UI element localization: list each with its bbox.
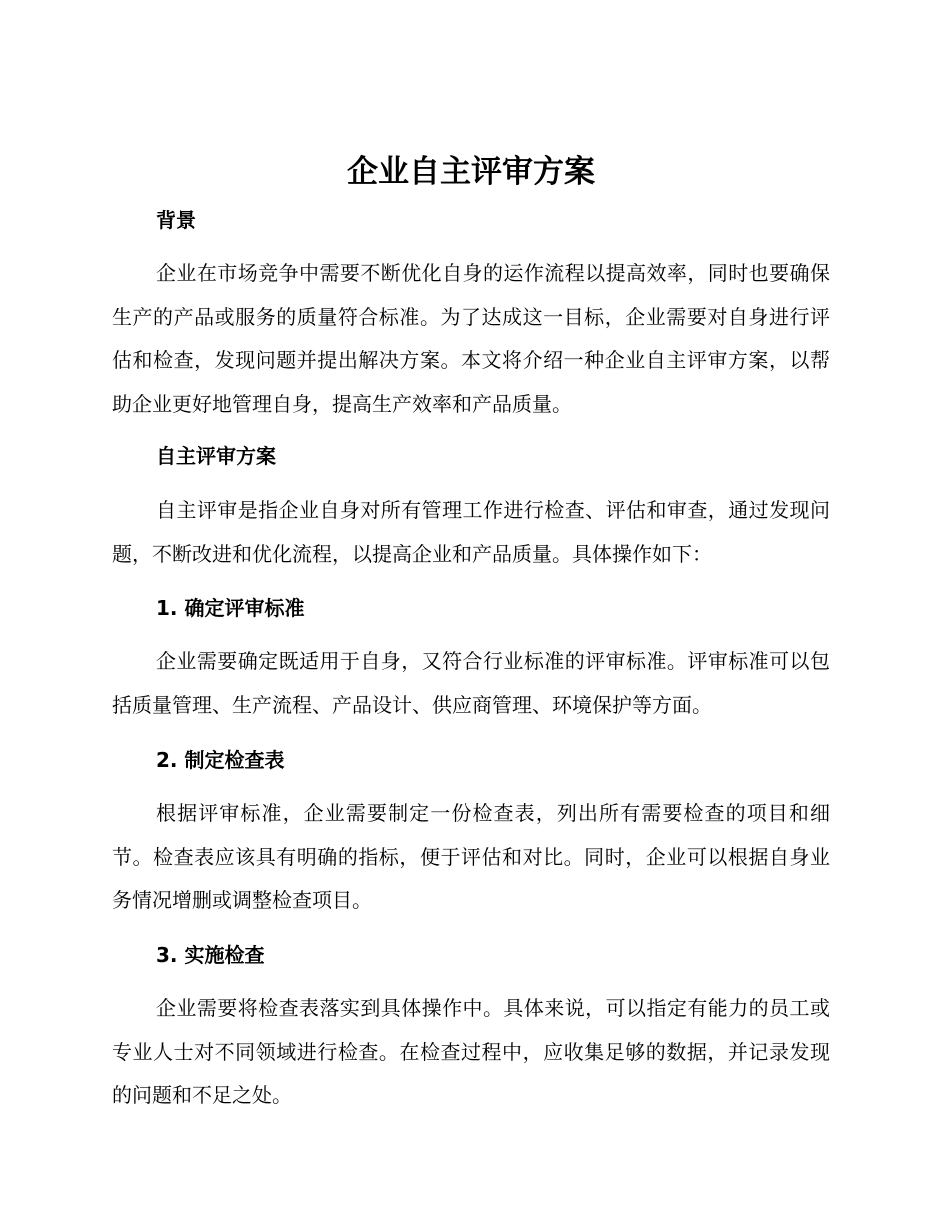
- section-paragraph-implement-inspection: 企业需要将检查表落实到具体操作中。具体来说，可以指定有能力的员工或专业人士对不同领域进行检查。在检查过程中，应收集足够的数据，并记录发现的问题和不足之处。: [112, 996, 830, 1107]
- section-paragraph-checklist: 根据评审标准，企业需要制定一份检查表，列出所有需要检查的项目和细节。检查表应该具有明确的指标，便于评估和对比。同时，企业可以根据自身业务情况增删或调整检查项目。: [112, 801, 830, 912]
- document-title: 企业自主评审方案: [347, 154, 595, 190]
- section-paragraph-review-standards: 企业需要确定既适用于自身，又符合行业标准的评审标准。评审标准可以包括质量管理、生产流程、产品设计、供应商管理、环境保护等方面。: [112, 649, 830, 717]
- section-heading-implement-inspection: 3. 实施检查: [156, 943, 265, 967]
- section-heading-checklist: 2. 制定检查表: [156, 748, 285, 772]
- section-heading-review-standards: 1. 确定评审标准: [156, 596, 305, 620]
- section-paragraph-self-review-plan: 自主评审是指企业自身对所有管理工作进行检查、评估和审查，通过发现问题，不断改进和优化流程，以提高企业和产品质量。具体操作如下：: [112, 498, 830, 566]
- section-heading-background: 背景: [156, 208, 196, 232]
- section-heading-self-review-plan: 自主评审方案: [156, 444, 276, 468]
- section-paragraph-background: 企业在市场竞争中需要不断优化自身的运作流程以提高效率，同时也要确保生产的产品或服务的质量符合标准。为了达成这一目标，企业需要对自身进行评估和检查，发现问题并提出解决方案。本文将介绍一种企业自主评审方案，以帮助企业更好地管理自身，提高生产效率和产品质量。: [112, 261, 830, 416]
